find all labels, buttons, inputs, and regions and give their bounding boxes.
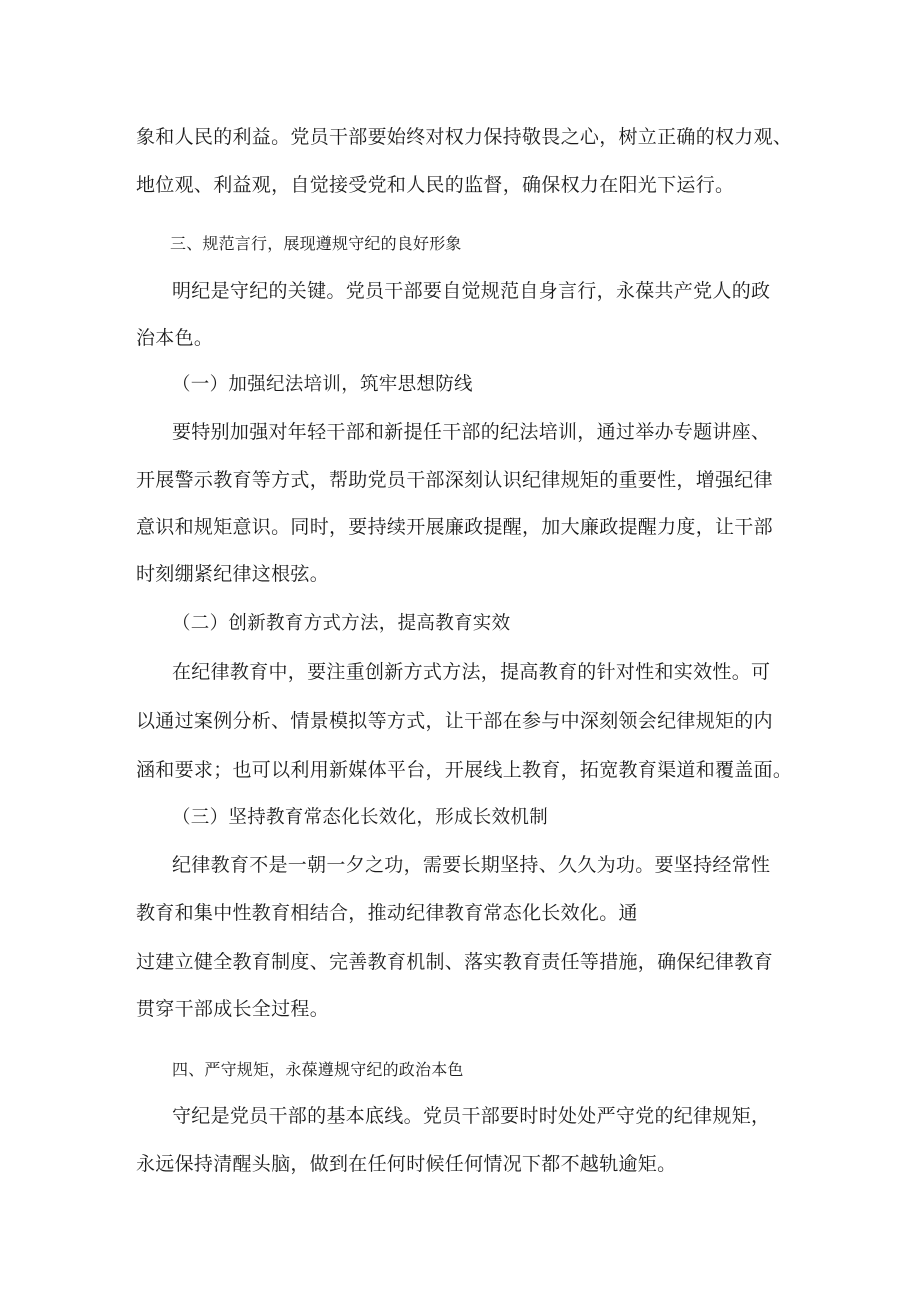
subheading-3: （三）坚持教育常态化长效化，形成长效机制 <box>172 807 549 828</box>
body-line: 时刻绷紧纪律这根弦。 <box>136 563 330 585</box>
body-line: 过建立健全教育制度、完善教育机制、落实教育责任等措施，确保纪律教育 <box>136 951 773 973</box>
section-heading-4: 四、严守规矩，永葆遵规守纪的政治本色 <box>172 1060 464 1079</box>
body-line: 要特别加强对年轻干部和新提任干部的纪法培训，通过举办专题讲座、 <box>172 421 771 443</box>
body-line: 明纪是守纪的关键。党员干部要自觉规范自身言行，永葆共产党人的政 <box>172 280 771 302</box>
body-line: 意识和规矩意识。同时，要持续开展廉政提醒，加大廉政提醒力度，让干部 <box>136 516 773 538</box>
body-line: 纪律教育不是一朝一夕之功，需要长期坚持、久久为功。要坚持经常性 <box>172 854 771 876</box>
body-line: 地位观、利益观，自觉接受党和人民的监督，确保权力在阳光下运行。 <box>136 174 735 196</box>
body-line: 永远保持清醒头脑，做到在任何时候任何情况下都不越轨逾矩。 <box>136 1153 677 1175</box>
body-line: 在纪律教育中，要注重创新方式方法，提高教育的针对性和实效性。可 <box>172 661 771 683</box>
body-line: 贯穿干部成长全过程。 <box>136 998 330 1020</box>
body-line: 治本色。 <box>136 327 214 349</box>
body-line: 涵和要求；也可以利用新媒体平台，开展线上教育，拓宽教育渠道和覆盖面。 <box>136 759 793 781</box>
body-line: 象和人民的利益。党员干部要始终对权力保持敬畏之心，树立正确的权力观、 <box>136 126 793 148</box>
subheading-1: （一）加强纪法培训，筑牢思想防线 <box>172 374 473 395</box>
subheading-2: （二）创新教育方式方法，提高教育实效 <box>172 613 511 634</box>
body-line: 以通过案例分析、情景模拟等方式，让干部在参与中深刻领会纪律规矩的内 <box>136 710 773 732</box>
body-line: 开展警示教育等方式，帮助党员干部深刻认识纪律规矩的重要性，增强纪律 <box>136 469 773 491</box>
body-line: 教育和集中性教育相结合，推动纪律教育常态化长效化。通 <box>136 902 638 924</box>
body-line: 守纪是党员干部的基本底线。党员干部要时时处处严守党的纪律规矩， <box>172 1105 771 1127</box>
section-heading-3: 三、规范言行，展现遵规守纪的良好形象 <box>170 234 462 253</box>
